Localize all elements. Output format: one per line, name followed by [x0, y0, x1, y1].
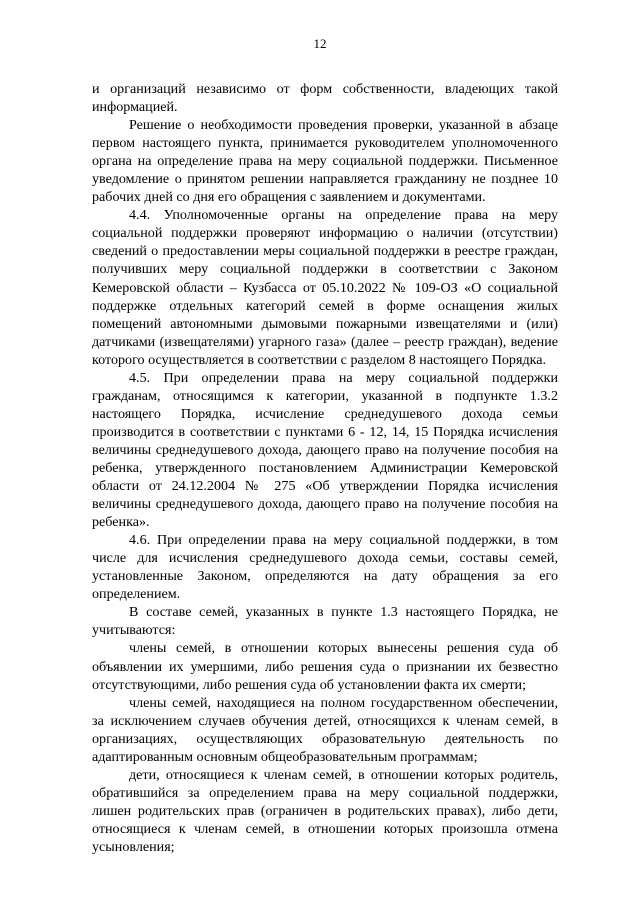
body-text: [92, 80, 558, 856]
paragraph-4-5: 4.5. При определении права на меру социальной поддержки гражданам, относящимся к категории, указанной в подпункте 1.3.2 настоящего Порядка, исчисление среднедушевого дохода семьи производится в соответствии с пунктами 6 - 12, 14, 15 Порядка исчисления величины среднедушевого дохода, дающего право на получение пособия на ребенка, утвержденного постановлением Администрации Кемеровской области от 24.12.2004 № 275 «Об утверждении Порядка исчисления величины среднедушевого дохода, дающего право на получение пособия на ребенка».: [92, 369, 558, 531]
paragraph-exclusion-deceased: члены семей, в отношении которых вынесены решения суда об объявлении их умершими, либо решения суда о признании их безвестно отсутствующими, либо решения суда об установлении факта их смерти;: [92, 640, 558, 693]
page-number: 12: [313, 36, 327, 51]
paragraph-exclusion-state-support: члены семей, находящиеся на полном государственном обеспечении, за исключением случаев обучения детей, относящихся к членам семей, в организациях, осуществляющих образовательную деятельность по адаптированным основным общеобразовательным программам;: [92, 694, 558, 765]
paragraph-4-4: 4.4. Уполномоченные органы на определение права на меру социальной поддержки проверяют информацию о наличии (отсутствии) сведений о предоставлении меры социальной поддержки в реестре граждан, получивших меру социальной поддержки в соответствии с Законом Кемеровской области – Кузбасса от 05.10.2022 № 109-ОЗ «О социальной поддержке отдельных категорий семей в форме оснащения жилых помещений автономными дымовыми пожарными извещателями и (или) датчиками (извещателями) угарного газа» (далее – реестр граждан), ведение которого осуществляется в соответствии с разделом 8 настоящего Порядка.: [92, 207, 558, 368]
paragraph-exclusion-parental-rights: дети, относящиеся к членам семей, в отношении которых родитель, обратившийся за определением права на меру социальной поддержки, лишен родительских прав (ограничен в родительских правах), либо дети, относящиеся к членам семей, в отношении которых произошла отмена усыновления;: [92, 766, 558, 855]
paragraph-continuation: и организаций независимо от форм собственности, владеющих такой информацией.: [92, 81, 558, 116]
paragraph-4-6: 4.6. При определении права на меру социальной поддержки, в том числе для исчисления среднедушевого дохода семьи, составы семей, установленные Законом, определяются на дату обращения за его определением.: [92, 532, 558, 603]
paragraph-inspection-decision: Решение о необходимости проведения проверки, указанной в абзаце первом настоящего пункта, принимается руководителем уполномоченного органа на определение права на меру социальной поддержки. Письменное уведомление о принятом решении направляется гражданину не позднее 10 рабочих дней со дня его обращения с заявлением и документами.: [92, 117, 558, 206]
paragraph-exclusions-intro: В составе семей, указанных в пункте 1.3 настоящего Порядка, не учитываются:: [92, 604, 558, 639]
